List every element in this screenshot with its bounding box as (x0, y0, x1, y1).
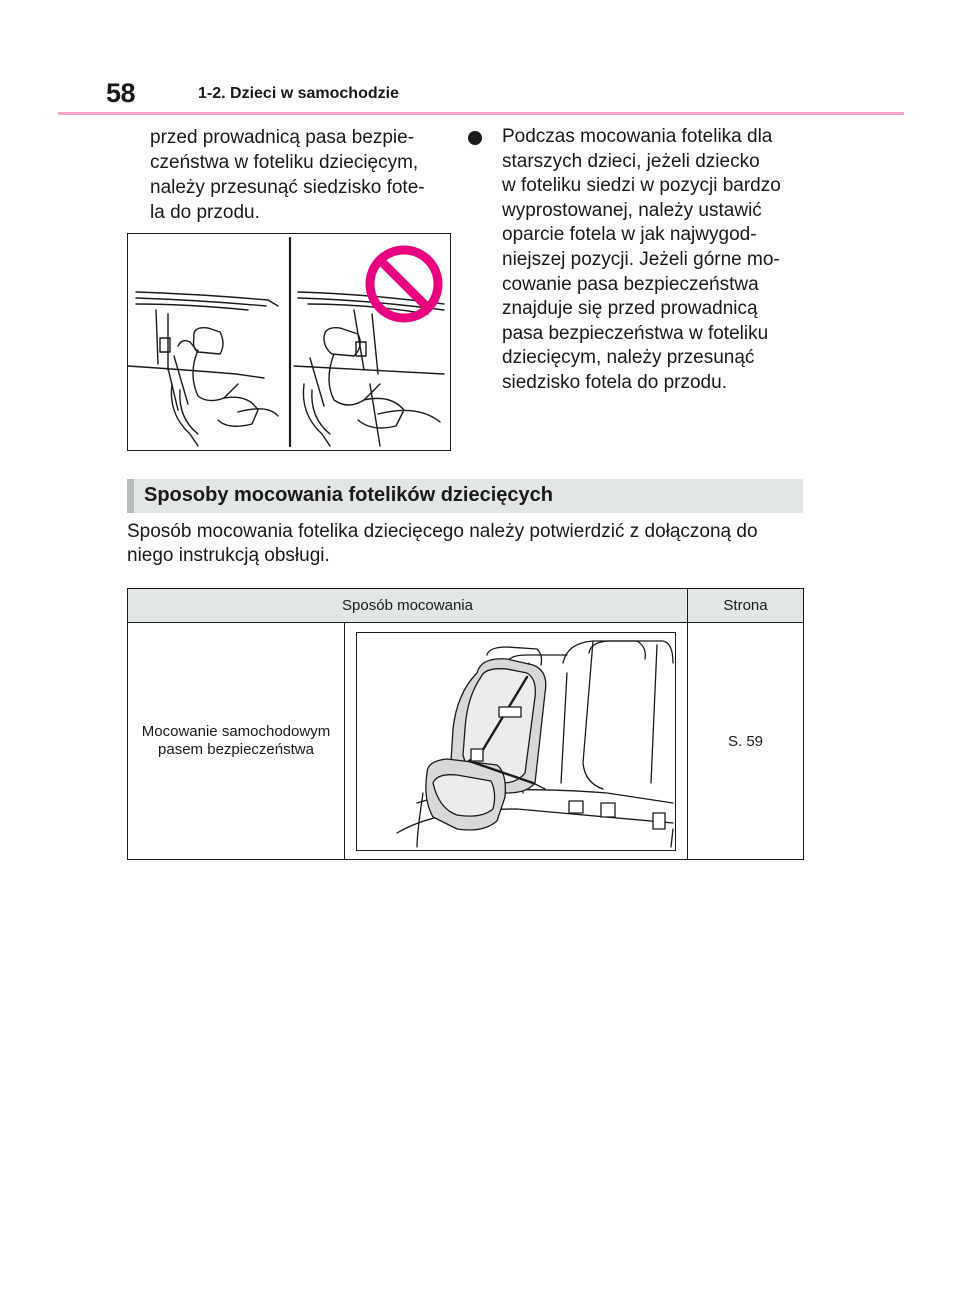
intro-line: Sposób mocowania fotelika dziecięcego należy potwierdzić z dołączoną do (127, 521, 758, 542)
right-line: wyprostowanej, należy ustawić (502, 199, 762, 221)
method-label: Mocowanie samochodowym pasem bezpieczeństwa (141, 723, 331, 758)
right-line: znajduje się przed prowadnicą (502, 298, 758, 320)
illustration-cell (345, 623, 688, 860)
right-line: pasa bezpieczeństwa w foteliku (502, 322, 769, 344)
right-line: Podczas mocowania fotelika dla (502, 126, 773, 147)
section-heading-bar (127, 479, 803, 513)
left-line: należy przesunąć siedzisko fote- (150, 177, 425, 198)
right-line: starszych dzieci, jeżeli dziecko (502, 150, 760, 172)
installation-methods-table (127, 588, 804, 860)
right-line: siedzisko fotela do przodu. (502, 371, 727, 393)
child-seat-belt-illustration (356, 632, 676, 851)
page-number: 58 (106, 78, 136, 108)
section-heading: Sposoby mocowania fotelików dziecięcych (144, 484, 553, 506)
page-cell: S. 59 (688, 623, 804, 860)
right-column-text (468, 125, 808, 396)
table-header-row (128, 589, 804, 623)
right-line: niejszej pozycji. Jeżeli górne mo- (502, 248, 780, 270)
left-column-text (150, 125, 450, 225)
left-line: przed prowadnicą pasa bezpie- (150, 127, 415, 148)
no-sign-icon (370, 250, 438, 318)
table-row (128, 623, 804, 860)
intro-line: niego instrukcją obsługi. (127, 545, 330, 566)
left-line: czeństwa w foteliku dziecięcym, (150, 152, 419, 173)
right-line: dziecięcym, należy przesunąć (502, 347, 755, 369)
bullet-dot-icon (468, 131, 482, 145)
section-header: 1-2. Dzieci w samochodzie (198, 85, 399, 102)
right-line: w foteliku siedzi w pozycji bardzo (502, 175, 781, 197)
right-line: oparcie fotela w jak najwygod- (502, 224, 757, 246)
method-cell (128, 623, 345, 860)
left-line: la do przodu. (150, 202, 260, 223)
table-header-method: Sposób mocowania (128, 589, 688, 623)
right-line: cowanie pasa bezpieczeństwa (502, 273, 759, 295)
seat-position-illustration (127, 233, 451, 451)
right-column (468, 125, 808, 396)
table-header-page: Strona (688, 589, 804, 623)
header-rule (58, 112, 904, 115)
correct-seat-position (128, 292, 278, 446)
section-intro (127, 520, 807, 568)
